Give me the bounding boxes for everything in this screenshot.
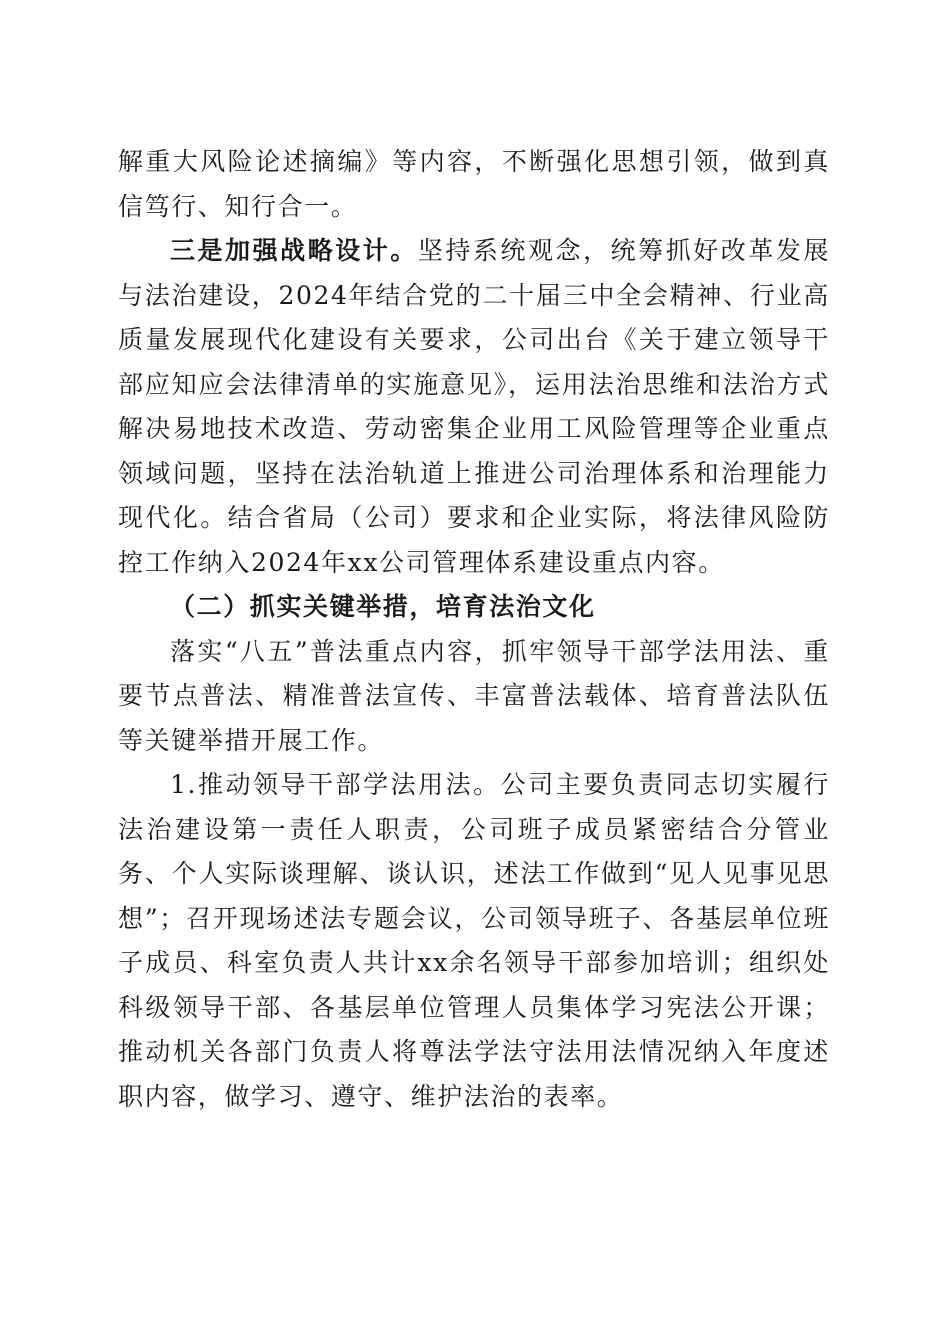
paragraph-strategic-design	[118, 229, 830, 585]
paragraph-body: 坚持系统观念，统筹抓好改革发展与法治建设，2024年结合党的二十届三中全会精神、行业高质量发展现代化建设有关要求，公司出台《关于建立领导干部应知应会法律清单的实施意见》，运用法治思维和法治方式解决易地技术改造、劳动密集企业用工风险管理等企业重点领域问题，坚持在法治轨道上推进公司治理体系和治理能力现代化。结合省局（公司）要求和企业实际，将法律风险防控工作纳入2024年xx公司管理体系建设重点内容。	[118, 236, 830, 577]
section-heading: （二）抓实关键举措，培育法治文化	[170, 592, 596, 621]
paragraph-lead-bold: 三是加强战略设计。	[170, 236, 418, 265]
document-body	[118, 140, 830, 1119]
paragraph-continuation: 解重大风险论述摘编》等内容，不断强化思想引领，做到真信笃行、知行合一。	[118, 147, 830, 221]
paragraph-leaders-learning-law: 1.推动领导干部学法用法。公司主要负责同志切实履行法治建设第一责任人职责，公司班子成员紧密结合分管业务、个人实际谈理解、谈认识，述法工作做到“见人见事见思想”；召开现场述法专题会议，公司领导班子、各基层单位班子成员、科室负责人共计xx余名领导干部参加培训；组织处科级领导干部、各基层单位管理人员集体学习宪法公开课；推动机关各部门负责人将尊法学法守法用法情况纳入年度述职内容，做学习、遵守、维护法治的表率。	[118, 770, 830, 1111]
paragraph-key-measures: 落实“八五”普法重点内容，抓牢领导干部学法用法、重要节点普法、精准普法宣传、丰富普法载体、培育普法队伍等关键举措开展工作。	[118, 636, 830, 755]
